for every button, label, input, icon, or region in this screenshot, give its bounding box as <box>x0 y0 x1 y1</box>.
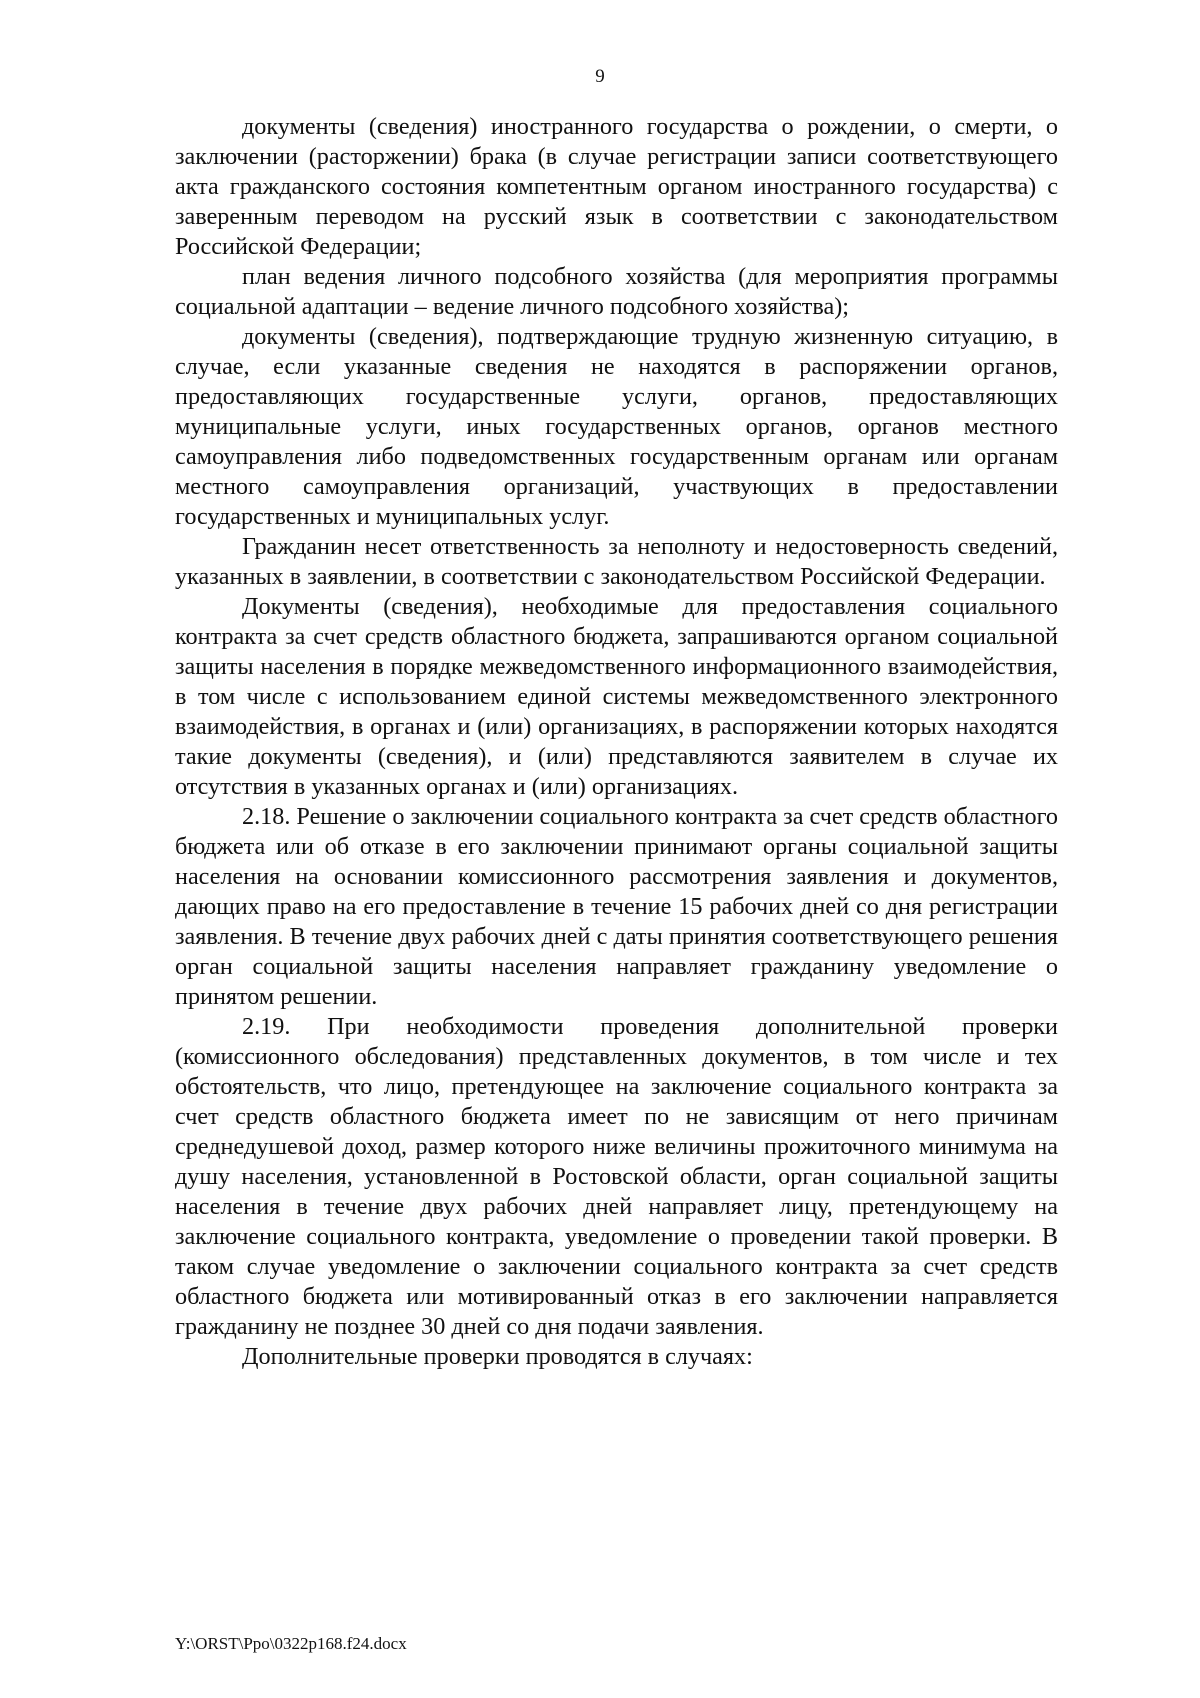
paragraph-interagency-request: Документы (сведения), необходимые для предоставления социального контракта за счет средств областного бюджета, запрашиваются органом социальной защиты населения в порядке межведомственного информационного взаимодействия, в том числе с использованием единой системы межведомственного электронного взаимодействия, в органах и (или) организациях, в распоряжении которых находятся такие документы (сведения), и (или) представляются заявителем в случае их отсутствия в указанных органах и (или) организациях. <box>175 593 1058 800</box>
paragraph-foreign-documents: документы (сведения) иностранного государства о рождении, о смерти, о заключении (расторжении) брака (в случае регистрации записи соответствующего акта гражданского состояния компетентным органом иностранного государства) с заверенным переводом на русский язык в соответствии с законодательством Российской Федерации; <box>175 113 1058 260</box>
footer-file-path: Y:\ORST\Ppo\0322p168.f24.docx <box>175 1634 407 1653</box>
paragraph-citizen-responsibility: Гражданин несет ответственность за неполноту и недостоверность сведений, указанных в заявлении, в соответствии с законодательством Российской Федерации. <box>175 533 1058 590</box>
paragraph-hardship-documents: документы (сведения), подтверждающие трудную жизненную ситуацию, в случае, если указанные сведения не находятся в распоряжении органов, предоставляющих государственные услуги, органов, предоставляющих муниципальные услуги, иных государственных органов, органов местного самоуправления либо подведомственных государственным органам или органам местного самоуправления организаций, участвующих в предоставлении государственных и муниципальных услуг. <box>175 323 1058 530</box>
document-body <box>175 112 1058 1372</box>
paragraph-section-2-19: 2.19. При необходимости проведения дополнительной проверки (комиссионного обследования) представленных документов, в том числе и тех обстоятельств, что лицо, претендующее на заключение социального контракта за счет средств областного бюджета имеет по не зависящим от него причинам среднедушевой доход, размер которого ниже величины прожиточного минимума на душу населения, установленной в Ростовской области, орган социальной защиты населения в течение двух рабочих дней направляет лицу, претендующему на заключение социального контракта, уведомление о проведении такой проверки. В таком случае уведомление о заключении социального контракта за счет средств областного бюджета или мотивированный отказ в его заключении направляется гражданину не позднее 30 дней со дня подачи заявления. <box>175 1013 1058 1340</box>
paragraph-additional-checks: Дополнительные проверки проводятся в случаях: <box>242 1343 753 1370</box>
page-number: 9 <box>595 66 605 87</box>
paragraph-section-2-18: 2.18. Решение о заключении социального контракта за счет средств областного бюджета или об отказе в его заключении принимают органы социальной защиты населения на основании комиссионного рассмотрения заявления и документов, дающих право на его предоставление в течение 15 рабочих дней со дня регистрации заявления. В течение двух рабочих дней с даты принятия соответствующего решения орган социальной защиты населения направляет гражданину уведомление о принятом решении. <box>175 803 1058 1010</box>
paragraph-household-plan: план ведения личного подсобного хозяйства (для мероприятия программы социальной адаптации – ведение личного подсобного хозяйства); <box>175 263 1058 320</box>
